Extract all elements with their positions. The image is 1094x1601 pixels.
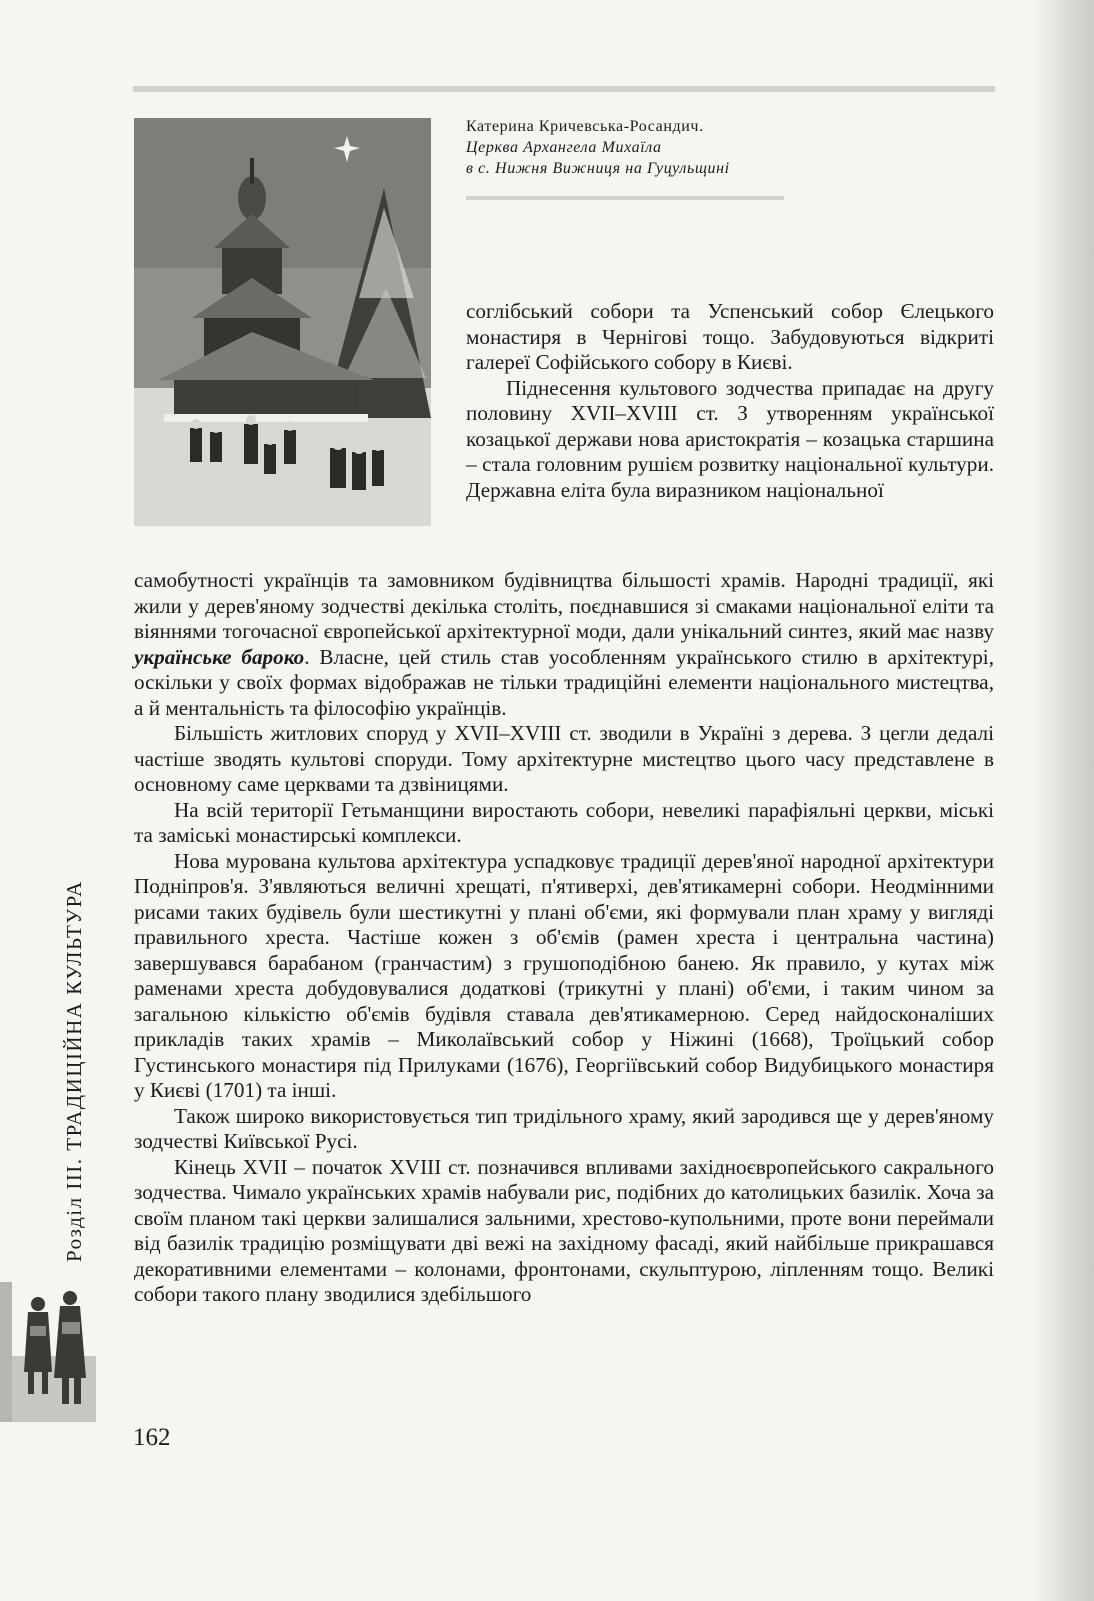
paragraph-3: Більшість житлових споруд у XVII–XVIII ст. зводили в Україні з дерева. З цегли дедалі частіше зводять культові споруди. Тому архітектурне мистецтво цього часу представлене в основному саме церквами та дзвіницями.	[134, 721, 994, 796]
caption-title-line1: Церква Архангела Михаїла	[466, 139, 662, 156]
page-edge-shadow	[1034, 0, 1094, 1601]
paragraph-2-continued	[134, 568, 994, 721]
caption-author: Катерина Кричевська-Росандич.	[466, 118, 704, 135]
header-rule	[133, 86, 995, 92]
paragraph-4: На всій території Гетьманщини виростають собори, невеликі парафіяльні церкви, міські та заміські монастирські комплекси.	[134, 797, 994, 847]
caption-rule	[466, 196, 784, 200]
text-column-right	[466, 299, 994, 503]
paragraph-1: соглібський собори та Успенський собор Єлецького монастиря в Чернігові тощо. Забудовуються відкриті галереї Софійського собору в Києві.	[466, 299, 994, 374]
illustration-caption	[466, 116, 826, 179]
section-title-vertical: Розділ III. ТРАДИЦІЙНА КУЛЬТУРА	[62, 880, 86, 1262]
caption-title-line2: в с. Нижня Вижниця на Гуцульщині	[466, 160, 730, 177]
corner-decoration-figures	[0, 1282, 96, 1422]
page-number: 162	[133, 1424, 171, 1451]
term-ukrainian-baroque: українське бароко	[134, 644, 305, 669]
paragraph-2-text-before: самобутності українців та замовником будівництва більшості храмів. Народні традиції, які жили у дерев'яному зодчестві декілька століть, поєднавшися зі смаками національної еліти та віяннями тогочасної європейської архітектурної моди, дали унікальний синтез, який має назву	[134, 568, 994, 643]
paragraph-2-text-after: . Власне, цей стиль став уособленням українського стилю в архітектурі, оскільки у своїх формах відображав не тільки традиційні елементи національного мистецтва, а й ментальність та філософію українців.	[134, 644, 994, 720]
text-column-full	[134, 568, 994, 1308]
church-illustration	[134, 118, 431, 526]
paragraph-2-start: Піднесення культового зодчества припадає на другу половину XVII–XVIII ст. З утворенням української козацької держави нова аристократія – козацька старшина – стала головним рушієм розвитку національної культури. Державна еліта була виразником національної	[466, 375, 994, 502]
paragraph-5: Нова мурована культова архітектура успадковує традиції дерев'яної народної архітектури Подніпров'я. З'являються величні хрещаті, п'ятиверхі, дев'ятикамерні собори. Неодмінними рисами таких будівель були шестикутні у плані об'єми, які формували план храму у вигляді правильного хреста. Частіше кожен з об'ємів (рамен хреста і центральна частина) завершувався барабаном (гранчастим) з грушоподібною банею. Як правило, у кутах між раменами хреста добудовувалися додаткові (трикутні у плані) об'єми, і таким чином за загальною кількістю об'ємів будівля ставала дев'ятикамерною. Серед найдосконаліших прикладів таких храмів – Миколаївський собор у Ніжині (1668), Троїцький собор Густинського монастиря під Прилуками (1676), Георгіївський собор Видубицького монастиря у Києві (1701) та інші.	[134, 848, 994, 1102]
paragraph-7: Кінець XVII – початок XVIII ст. позначився впливами західноєвропейського сакрального зодчества. Чимало українських храмів набували рис, подібних до католицьких базилік. Хоча за своїм планом такі церкви залишалися зальними, хрестово-купольними, проте вони переймали від базилік традицію розміщувати дві вежі на західному фасаді, який найбільше прикрашався декоративними елементами – колонами, фронтонами, скульптурою, ліпленням тощо. Великі собори такого плану зводилися здебільшого	[134, 1154, 994, 1306]
paragraph-6: Також широко використовується тип тридільного храму, який зародився ще у дерев'яному зодчестві Київської Русі.	[134, 1103, 994, 1153]
